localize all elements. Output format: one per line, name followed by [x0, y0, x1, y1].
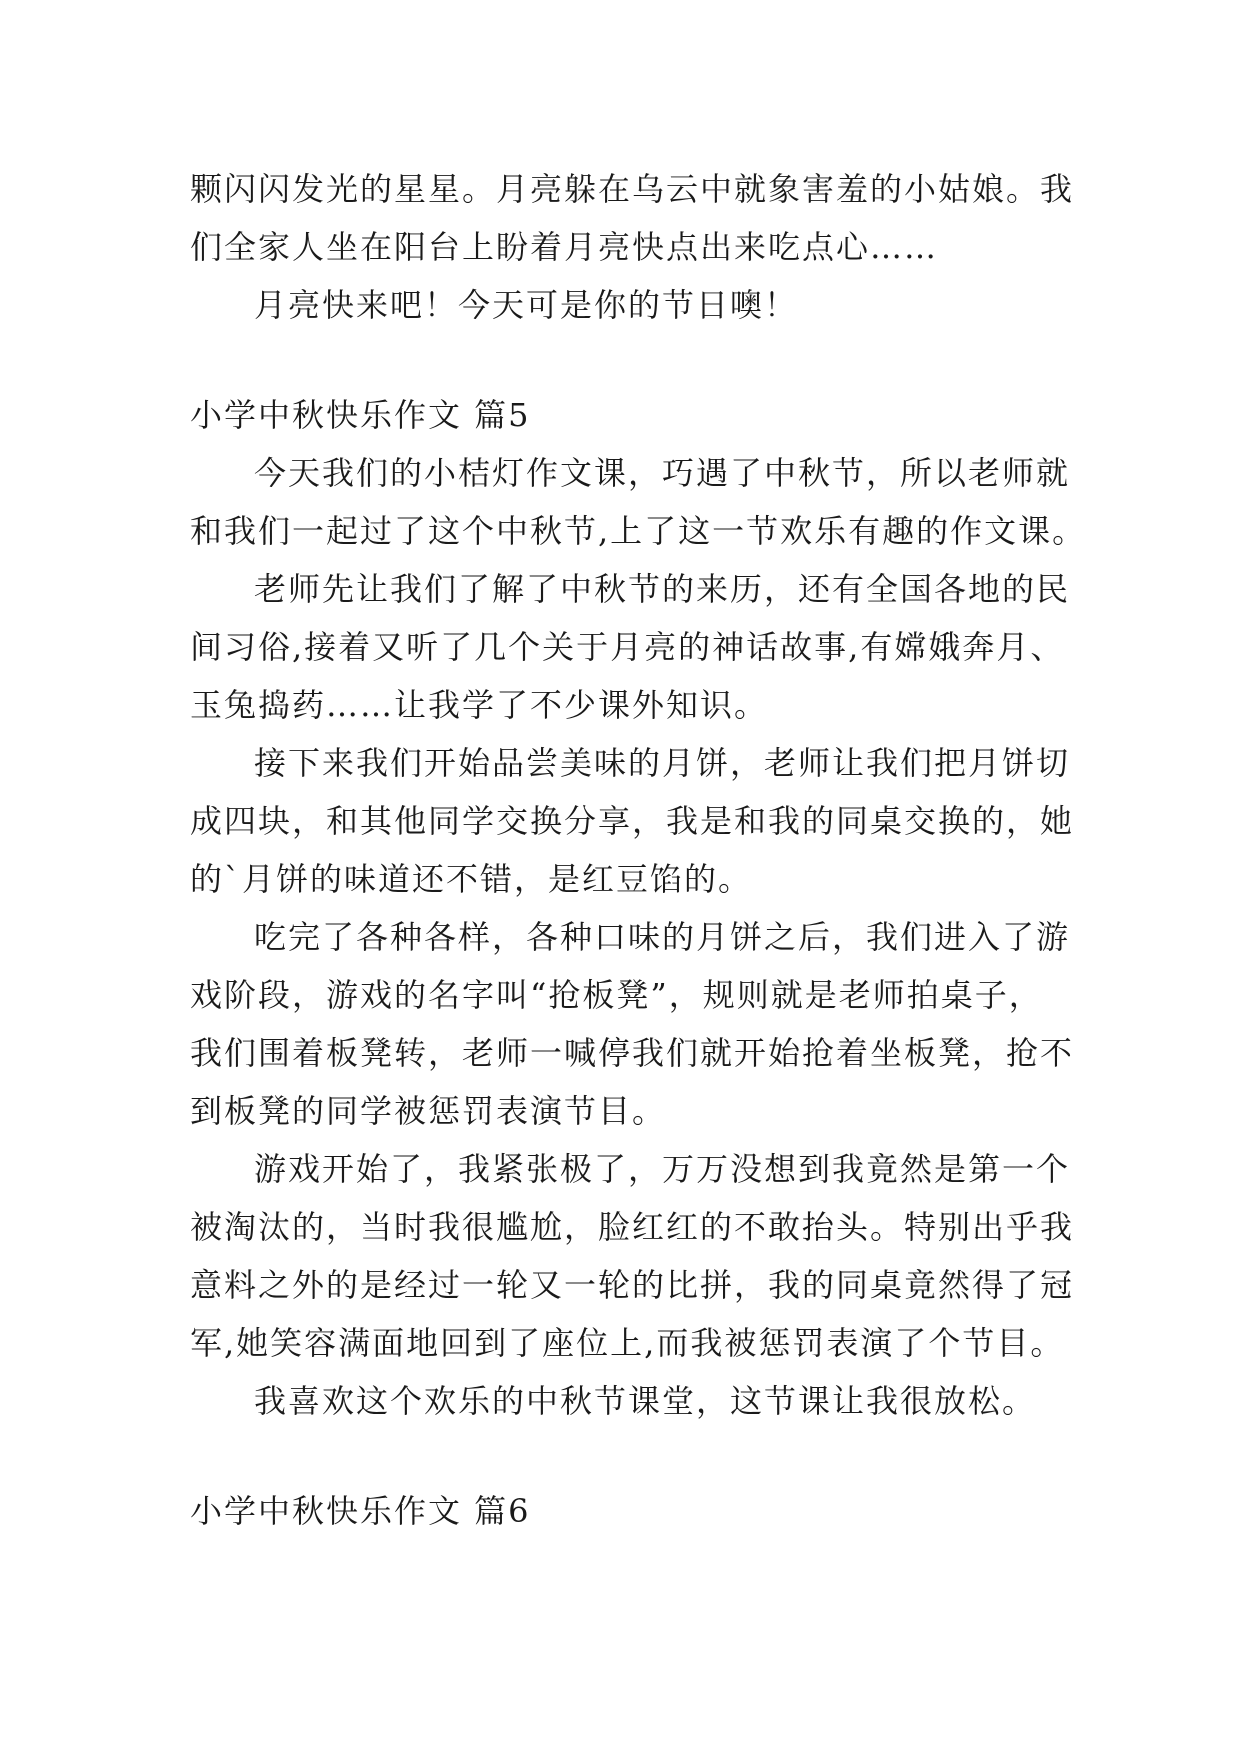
- paragraph-line: 接下来我们开始品尝美味的月饼，老师让我们把月饼切: [254, 744, 1071, 782]
- paragraph-line: 被淘汰的，当时我很尴尬，脸红红的不敢抬头。特别出乎我: [190, 1208, 1075, 1246]
- paragraph-line: 今天我们的小桔灯作文课，巧遇了中秋节，所以老师就: [254, 454, 1071, 492]
- paragraph-line: 老师先让我们了解了中秋节的来历，还有全国各地的民: [254, 570, 1071, 608]
- paragraph-line: 意料之外的是经过一轮又一轮的比拼，我的同桌竟然得了冠: [190, 1266, 1075, 1304]
- paragraph-line: 我喜欢这个欢乐的中秋节课堂，这节课让我很放松。: [254, 1382, 1037, 1420]
- paragraph-line: 们全家人坐在阳台上盼着月亮快点出来吃点心……: [190, 228, 939, 266]
- paragraph-line: 颗闪闪发光的星星。月亮躲在乌云中就象害羞的小姑娘。我: [190, 170, 1075, 208]
- paragraph-line: 游戏开始了，我紧张极了，万万没想到我竟然是第一个: [254, 1150, 1071, 1188]
- paragraph-line: 成四块，和其他同学交换分享，我是和我的同桌交换的，她: [190, 802, 1075, 840]
- section-spacer: [190, 334, 1052, 386]
- paragraph-line: 我们围着板凳转，老师一喊停我们就开始抢着坐板凳，抢不: [190, 1034, 1075, 1072]
- paragraph-line: 间习俗,接着又听了几个关于月亮的神话故事,有嫦娥奔月、: [190, 628, 1065, 666]
- paragraph-line: 的`月饼的味道还不错，是红豆馅的。: [190, 860, 753, 898]
- paragraph-line: 戏阶段，游戏的名字叫“抢板凳”，规则就是老师拍桌子，: [190, 976, 1043, 1014]
- paragraph-line: 军,她笑容满面地回到了座位上,而我被惩罚表演了个节目。: [190, 1324, 1065, 1362]
- paragraph-line: 和我们一起过了这个中秋节,上了这一节欢乐有趣的作文课。: [190, 512, 1087, 550]
- section-heading-5: 小学中秋快乐作文 篇5: [190, 396, 531, 434]
- paragraph-line: 玉兔捣药……让我学了不少课外知识。: [190, 686, 769, 724]
- section-heading-6: 小学中秋快乐作文 篇6: [190, 1492, 531, 1530]
- paragraph-line: 月亮快来吧！今天可是你的节日噢！: [254, 286, 799, 324]
- paragraph-line: 到板凳的同学被惩罚表演节目。: [190, 1092, 667, 1130]
- document-body: [190, 160, 1087, 1540]
- section-spacer: [190, 1430, 1052, 1482]
- paragraph-line: 吃完了各种各样，各种口味的月饼之后，我们进入了游: [254, 918, 1071, 956]
